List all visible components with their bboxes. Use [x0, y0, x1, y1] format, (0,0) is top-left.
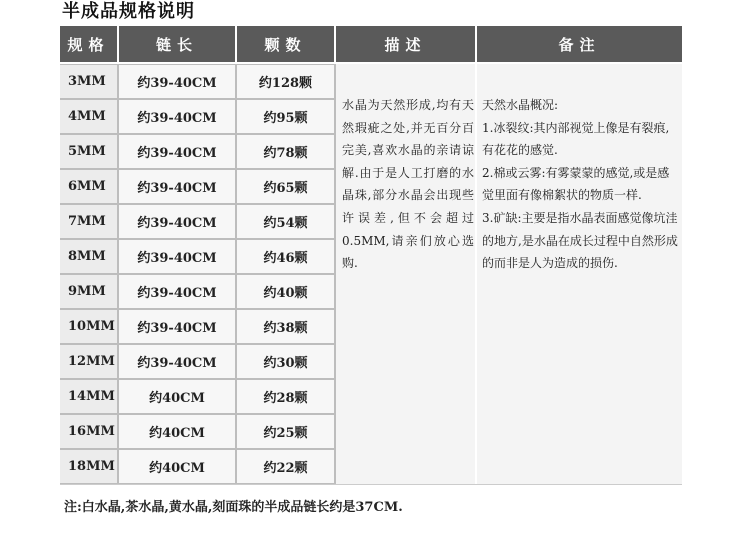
- count-cell: 约95颗: [237, 100, 334, 133]
- notes-line: 3.矿缺:主要是指水晶表面感觉像坑洼的地方,是水晶在成长过程中自然形成的而非是人为造成的损伤.: [482, 210, 678, 271]
- length-cell: 约39-40CM: [119, 310, 235, 343]
- footer-divider: [60, 484, 682, 485]
- size-cell: 3MM: [60, 65, 117, 98]
- header-size: 规格: [60, 26, 117, 62]
- count-cell: 约25颗: [237, 415, 334, 448]
- notes-line: 2.棉或云雾:有雾蒙蒙的感觉,或是感觉里面有像棉絮状的物质一样.: [482, 165, 670, 203]
- page-title: 半成品规格说明: [62, 1, 195, 22]
- size-cell: 14MM: [60, 380, 117, 413]
- length-cell: 约39-40CM: [119, 205, 235, 238]
- length-cell: 约39-40CM: [119, 100, 235, 133]
- length-cell: 约39-40CM: [119, 170, 235, 203]
- count-cell: 约65颗: [237, 170, 334, 203]
- size-cell: 6MM: [60, 170, 117, 203]
- size-cell: 18MM: [60, 450, 117, 483]
- count-cell: 约38颗: [237, 310, 334, 343]
- header-notes: 备注: [477, 26, 682, 62]
- size-cell: 5MM: [60, 135, 117, 168]
- length-cell: 约39-40CM: [119, 275, 235, 308]
- size-cell: 8MM: [60, 240, 117, 273]
- size-cell: 4MM: [60, 100, 117, 133]
- size-cell: 12MM: [60, 345, 117, 378]
- length-cell: 约40CM: [119, 450, 235, 483]
- length-cell: 约40CM: [119, 380, 235, 413]
- header-desc: 描述: [336, 26, 475, 62]
- footnote: 注:白水晶,茶水晶,黄水晶,刻面珠的半成品链长约是37CM.: [64, 500, 403, 515]
- notes-line: 1.冰裂纹:其内部视觉上像是有裂痕,有花花的感觉.: [482, 120, 670, 158]
- length-cell: 约39-40CM: [119, 135, 235, 168]
- header-length: 链长: [119, 26, 235, 62]
- length-cell: 约39-40CM: [119, 65, 235, 98]
- description-text: 水晶为天然形成,均有天然瑕疵之处,并无百分百完美,喜欢水晶的亲请谅解.由于是人工打磨的水晶珠,部分水晶会出现些许误差,但不会超过0.5MM,请亲们放心选购.: [342, 98, 474, 271]
- count-cell: 约128颗: [237, 65, 334, 98]
- count-cell: 约54颗: [237, 205, 334, 238]
- size-cell: 9MM: [60, 275, 117, 308]
- count-cell: 约78颗: [237, 135, 334, 168]
- length-cell: 约40CM: [119, 415, 235, 448]
- count-cell: 约40颗: [237, 275, 334, 308]
- header-count: 颗数: [237, 26, 334, 62]
- size-cell: 10MM: [60, 310, 117, 343]
- length-cell: 约39-40CM: [119, 240, 235, 273]
- size-cell: 16MM: [60, 415, 117, 448]
- count-cell: 约46颗: [237, 240, 334, 273]
- notes-line: 天然水晶概况:: [482, 98, 559, 112]
- length-cell: 约39-40CM: [119, 345, 235, 378]
- count-cell: 约22颗: [237, 450, 334, 483]
- count-cell: 约28颗: [237, 380, 334, 413]
- count-cell: 约30颗: [237, 345, 334, 378]
- size-cell: 7MM: [60, 205, 117, 238]
- notes-text: [482, 94, 680, 275]
